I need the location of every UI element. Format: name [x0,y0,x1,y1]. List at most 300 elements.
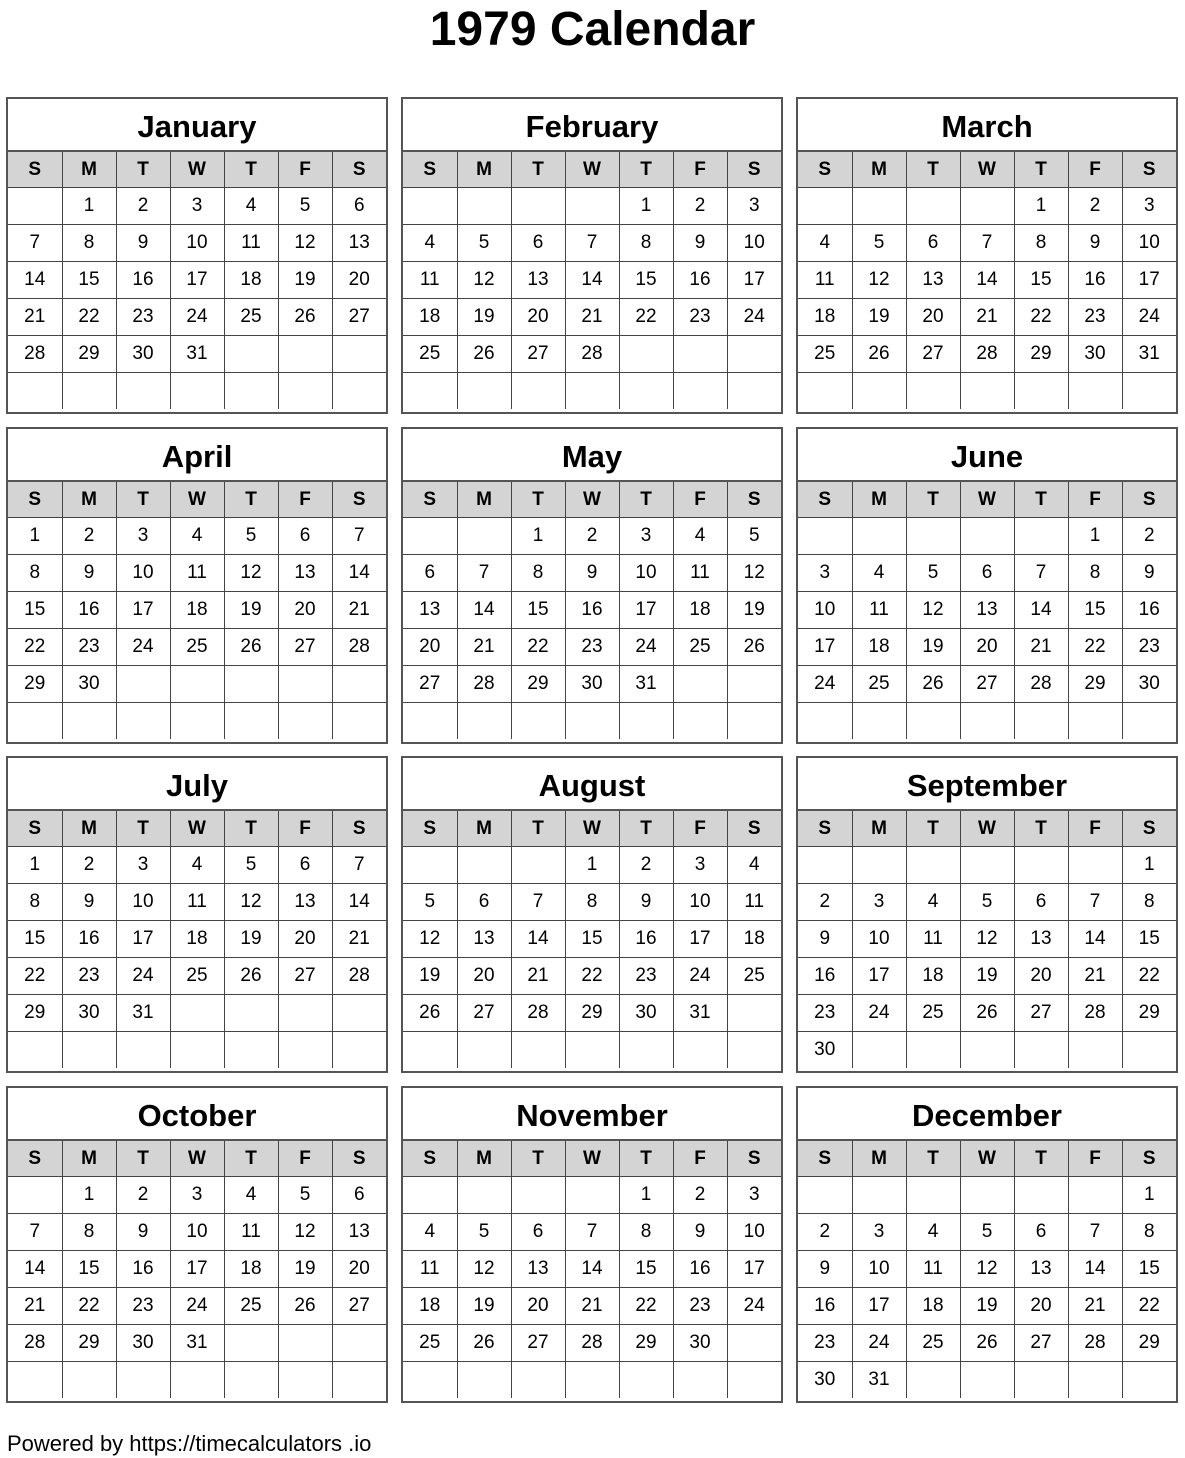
month-january [6,97,388,414]
weekday-header: W [960,1141,1014,1177]
day-cell [457,1362,511,1399]
week-row [403,629,781,666]
weekday-header-row [403,152,781,188]
day-cell: 5 [224,518,278,555]
week-row [8,629,386,666]
week-row [8,1288,386,1325]
weekday-header: T [511,152,565,188]
weekday-header: T [224,152,278,188]
day-cell: 27 [511,1325,565,1362]
day-cell [798,703,852,740]
day-cell: 6 [332,188,386,225]
week-row [798,555,1176,592]
day-cell: 15 [1068,592,1122,629]
weekday-header: S [798,152,852,188]
day-cell [457,847,511,884]
day-cell: 27 [960,666,1014,703]
weekday-header-row [798,482,1176,518]
day-cell: 31 [619,666,673,703]
day-cell: 18 [673,592,727,629]
weekday-header: S [727,482,781,518]
day-cell: 14 [8,262,62,299]
day-cell: 15 [8,592,62,629]
day-cell: 1 [62,1177,116,1214]
day-cell [332,336,386,373]
weekday-header: T [116,1141,170,1177]
day-cell [457,518,511,555]
week-row [798,188,1176,225]
day-cell [116,373,170,410]
day-cell [906,703,960,740]
day-cell: 1 [1068,518,1122,555]
day-cell [224,995,278,1032]
day-cell: 19 [224,592,278,629]
day-cell: 24 [798,666,852,703]
weekday-header: T [1014,152,1068,188]
weekday-header: T [1014,1141,1068,1177]
day-cell: 14 [457,592,511,629]
week-row [403,336,781,373]
day-cell: 27 [511,336,565,373]
day-cell: 25 [403,336,457,373]
day-cell: 3 [1122,188,1176,225]
weekday-header: W [170,1141,224,1177]
day-cell: 28 [960,336,1014,373]
day-cell: 17 [673,921,727,958]
week-row [798,262,1176,299]
day-cell [224,666,278,703]
day-cell: 1 [619,188,673,225]
weekday-header: T [619,152,673,188]
day-cell [960,703,1014,740]
day-cell: 19 [278,1251,332,1288]
weekday-header: M [852,811,906,847]
week-row [8,518,386,555]
day-cell: 14 [960,262,1014,299]
day-cell [852,373,906,410]
day-cell: 17 [727,262,781,299]
month-table [8,1141,386,1398]
day-cell: 26 [457,336,511,373]
day-cell [8,703,62,740]
day-cell [278,703,332,740]
weekday-header: S [1122,152,1176,188]
day-cell: 11 [224,225,278,262]
day-cell [403,1362,457,1399]
day-cell: 14 [1068,921,1122,958]
day-cell: 4 [224,1177,278,1214]
day-cell [673,1032,727,1069]
day-cell [511,1362,565,1399]
weekday-header: T [116,811,170,847]
week-row [403,847,781,884]
day-cell: 20 [332,262,386,299]
day-cell: 20 [511,1288,565,1325]
day-cell [1122,703,1176,740]
day-cell: 18 [224,1251,278,1288]
day-cell [1068,703,1122,740]
day-cell: 3 [798,555,852,592]
day-cell: 25 [906,1325,960,1362]
day-cell: 13 [278,555,332,592]
day-cell: 3 [170,1177,224,1214]
day-cell: 3 [116,847,170,884]
day-cell: 7 [332,518,386,555]
day-cell [332,1032,386,1069]
day-cell: 12 [852,262,906,299]
day-cell: 22 [619,1288,673,1325]
week-row [8,555,386,592]
week-row [8,336,386,373]
day-cell [960,518,1014,555]
day-cell [1014,847,1068,884]
weekday-header-row [798,1141,1176,1177]
day-cell: 23 [1122,629,1176,666]
day-cell: 8 [62,1214,116,1251]
week-row [8,995,386,1032]
day-cell: 13 [960,592,1014,629]
week-row [798,1288,1176,1325]
day-cell: 29 [1122,995,1176,1032]
day-cell [62,1032,116,1069]
day-cell: 1 [8,518,62,555]
day-cell: 11 [798,262,852,299]
week-row [798,1177,1176,1214]
day-cell: 15 [1122,921,1176,958]
day-cell: 17 [170,1251,224,1288]
day-cell [170,1362,224,1399]
day-cell: 27 [332,1288,386,1325]
day-cell: 8 [565,884,619,921]
day-cell [619,373,673,410]
day-cell [906,1362,960,1399]
day-cell: 22 [1122,958,1176,995]
weekday-header: S [798,1141,852,1177]
day-cell: 20 [457,958,511,995]
day-cell: 8 [1014,225,1068,262]
day-cell: 26 [224,958,278,995]
day-cell: 16 [1122,592,1176,629]
day-cell [8,188,62,225]
weekday-header: M [457,152,511,188]
day-cell: 11 [673,555,727,592]
day-cell: 15 [62,262,116,299]
day-cell: 11 [224,1214,278,1251]
day-cell [62,703,116,740]
weekday-header: M [62,152,116,188]
month-may [401,427,783,744]
weekday-header: W [565,482,619,518]
day-cell [727,995,781,1032]
day-cell: 25 [224,299,278,336]
day-cell: 29 [1068,666,1122,703]
day-cell: 1 [1122,847,1176,884]
week-row [8,299,386,336]
day-cell: 10 [116,555,170,592]
day-cell [403,518,457,555]
day-cell: 12 [727,555,781,592]
week-row [8,884,386,921]
day-cell: 6 [1014,884,1068,921]
day-cell: 22 [619,299,673,336]
day-cell: 16 [565,592,619,629]
weekday-header-row [403,811,781,847]
month-name: April [8,429,386,482]
day-cell: 7 [8,225,62,262]
day-cell: 5 [403,884,457,921]
weekday-header: T [511,482,565,518]
day-cell: 24 [619,629,673,666]
day-cell [727,1362,781,1399]
day-cell: 27 [1014,995,1068,1032]
day-cell [224,703,278,740]
day-cell: 17 [116,592,170,629]
week-row [8,847,386,884]
day-cell [278,373,332,410]
weekday-header: M [852,1141,906,1177]
day-cell: 10 [1122,225,1176,262]
week-row [403,1177,781,1214]
day-cell [332,703,386,740]
day-cell: 19 [960,958,1014,995]
day-cell: 18 [906,958,960,995]
day-cell: 9 [565,555,619,592]
day-cell [170,1032,224,1069]
day-cell: 21 [1068,958,1122,995]
month-table [798,811,1176,1068]
weekday-header: T [906,1141,960,1177]
day-cell [511,373,565,410]
weekday-header: S [1122,811,1176,847]
day-cell: 9 [673,1214,727,1251]
weekday-header-row [798,811,1176,847]
day-cell: 11 [403,1251,457,1288]
day-cell: 26 [960,995,1014,1032]
day-cell [1068,1362,1122,1399]
month-april [6,427,388,744]
week-row [8,262,386,299]
day-cell [960,1177,1014,1214]
day-cell: 20 [278,592,332,629]
day-cell [332,373,386,410]
day-cell: 8 [1122,1214,1176,1251]
day-cell [8,373,62,410]
weekday-header: T [224,482,278,518]
day-cell: 27 [403,666,457,703]
day-cell [852,847,906,884]
day-cell: 18 [170,921,224,958]
day-cell: 22 [1068,629,1122,666]
day-cell: 10 [727,225,781,262]
weekday-header: T [906,482,960,518]
day-cell: 29 [8,666,62,703]
week-row [403,1214,781,1251]
weekday-header: S [403,1141,457,1177]
week-row [798,884,1176,921]
week-row [798,518,1176,555]
week-row [798,592,1176,629]
day-cell: 16 [673,1251,727,1288]
weekday-header: W [960,482,1014,518]
week-row [403,373,781,410]
day-cell [619,703,673,740]
day-cell: 20 [960,629,1014,666]
day-cell: 21 [332,592,386,629]
day-cell: 6 [511,225,565,262]
weekday-header: T [1014,482,1068,518]
day-cell [619,1362,673,1399]
day-cell: 28 [457,666,511,703]
week-row [403,299,781,336]
day-cell [673,373,727,410]
day-cell: 20 [1014,1288,1068,1325]
day-cell [170,995,224,1032]
day-cell: 19 [224,921,278,958]
day-cell: 29 [619,1325,673,1362]
day-cell [457,703,511,740]
day-cell: 7 [565,1214,619,1251]
day-cell: 13 [511,1251,565,1288]
month-table [403,811,781,1068]
day-cell: 25 [673,629,727,666]
day-cell: 11 [403,262,457,299]
day-cell [727,336,781,373]
day-cell [8,1362,62,1399]
day-cell: 23 [619,958,673,995]
day-cell: 2 [116,1177,170,1214]
day-cell [1122,373,1176,410]
day-cell [798,518,852,555]
month-name: July [8,758,386,811]
day-cell: 17 [116,921,170,958]
day-cell: 18 [727,921,781,958]
day-cell: 28 [1014,666,1068,703]
day-cell: 16 [62,921,116,958]
day-cell: 17 [170,262,224,299]
day-cell [1122,1362,1176,1399]
month-table [798,1141,1176,1398]
day-cell: 24 [852,1325,906,1362]
day-cell [511,847,565,884]
month-table [8,482,386,739]
day-cell [62,1362,116,1399]
day-cell [511,703,565,740]
day-cell: 26 [852,336,906,373]
day-cell: 15 [511,592,565,629]
week-row [8,592,386,629]
weekday-header: W [565,811,619,847]
weekday-header: S [332,1141,386,1177]
day-cell: 15 [565,921,619,958]
day-cell: 16 [798,958,852,995]
day-cell: 16 [619,921,673,958]
day-cell: 18 [403,299,457,336]
day-cell: 7 [960,225,1014,262]
day-cell [960,847,1014,884]
day-cell: 15 [1122,1251,1176,1288]
day-cell [224,1362,278,1399]
day-cell: 30 [62,666,116,703]
day-cell: 22 [8,629,62,666]
day-cell [852,703,906,740]
weekday-header: W [170,152,224,188]
day-cell: 28 [511,995,565,1032]
day-cell: 12 [457,1251,511,1288]
day-cell: 27 [906,336,960,373]
day-cell: 29 [565,995,619,1032]
day-cell: 15 [619,1251,673,1288]
day-cell: 31 [1122,336,1176,373]
week-row [798,336,1176,373]
day-cell: 31 [852,1362,906,1399]
day-cell [1014,703,1068,740]
day-cell: 21 [960,299,1014,336]
day-cell [673,666,727,703]
month-september [796,756,1178,1073]
day-cell: 8 [8,555,62,592]
day-cell: 25 [852,666,906,703]
weekday-header-row [798,152,1176,188]
weekday-header: S [1122,1141,1176,1177]
weekday-header: F [1068,811,1122,847]
day-cell: 5 [852,225,906,262]
weekday-header: F [278,152,332,188]
day-cell [960,1032,1014,1069]
month-july [6,756,388,1073]
weekday-header-row [8,811,386,847]
day-cell: 10 [852,1251,906,1288]
day-cell [1068,1032,1122,1069]
day-cell: 9 [673,225,727,262]
day-cell: 5 [960,1214,1014,1251]
day-cell: 12 [403,921,457,958]
month-august [401,756,783,1073]
day-cell: 25 [798,336,852,373]
day-cell: 21 [8,299,62,336]
day-cell: 30 [798,1032,852,1069]
day-cell: 6 [278,847,332,884]
weekday-header: S [403,152,457,188]
day-cell: 2 [62,847,116,884]
day-cell: 30 [116,336,170,373]
weekday-header: W [960,152,1014,188]
day-cell: 18 [224,262,278,299]
day-cell: 26 [278,1288,332,1325]
day-cell: 14 [8,1251,62,1288]
weekday-header: T [1014,811,1068,847]
weekday-header: M [62,482,116,518]
day-cell [673,703,727,740]
week-row [403,1325,781,1362]
day-cell: 10 [116,884,170,921]
month-name: September [798,758,1176,811]
weekday-header: W [565,1141,619,1177]
day-cell: 7 [8,1214,62,1251]
day-cell: 28 [8,1325,62,1362]
day-cell [1014,518,1068,555]
day-cell [62,373,116,410]
day-cell: 8 [619,1214,673,1251]
day-cell [457,373,511,410]
day-cell: 2 [565,518,619,555]
weekday-header: F [673,811,727,847]
day-cell: 13 [403,592,457,629]
day-cell [403,703,457,740]
day-cell [565,188,619,225]
day-cell: 9 [1068,225,1122,262]
weekday-header: F [673,482,727,518]
day-cell: 1 [565,847,619,884]
